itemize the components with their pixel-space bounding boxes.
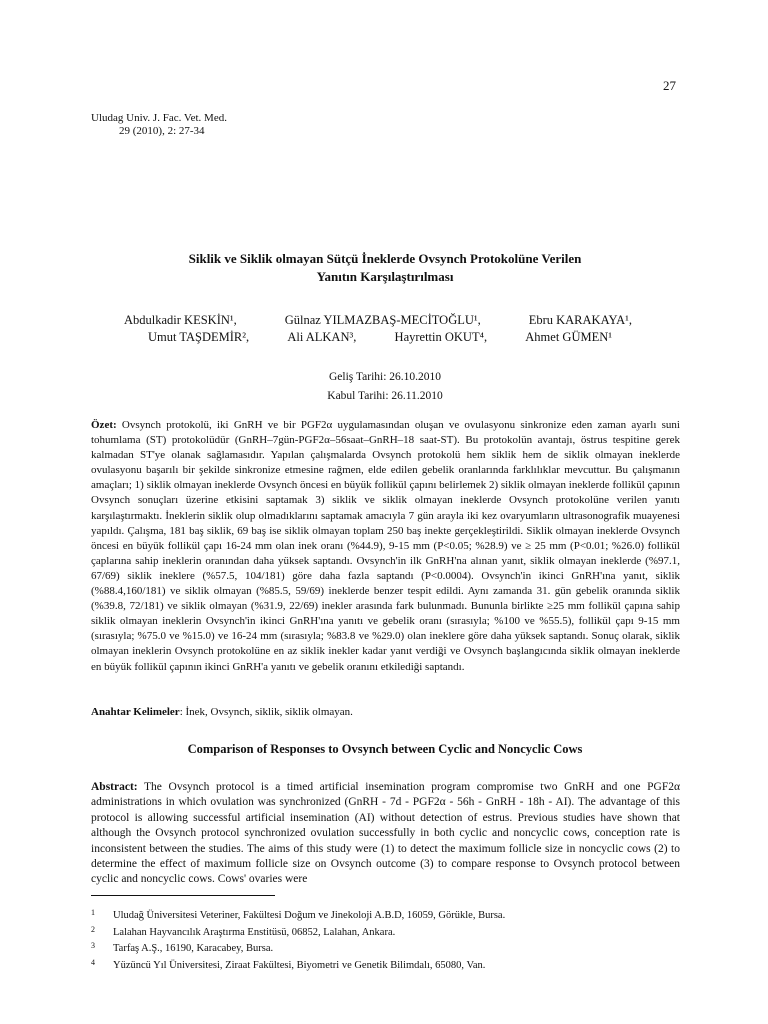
abstract-tr-label: Özet: xyxy=(91,419,117,431)
abstract-english xyxy=(91,780,680,888)
footnote-mark: 1 xyxy=(91,908,95,917)
paper-title-tr xyxy=(90,250,680,286)
abstract-tr-text: Ovsynch protokolü, iki GnRH ve bir PGF2α uygulamasından oluşan ve ovulasyonu sinkronize eden zaman ayarlı suni tohumlama (ST) protokolüdür (GnRH–7gün-PGF2α–56saat–GnRH–18 saat-ST). Bu protokolün avantajı, östrus tespitine gerek kalmadan ST'ye olanak sağlamasıdır. Yapılan çalışmalarda Ovsynch protokolü hem siklik hem de siklik olmayan ineklerde ovulasyonu başarılı bir şekilde sinkronize etmesine rağmen, elde edilen gebelik oranlarında farklılıklar mevcuttur. Bu çalışmanın amaçları; 1) siklik olmayan ineklerde Ovsynch öncesi en büyük follikül çapını belirlemek 2) siklik olmayan ineklerde follikül çapının Ovsynch sonuçları üzerine etkisini saptamak 3) siklik ve siklik olmayan ineklerde Ovsynch protokolüne verilen yanıtı karşılaştırmaktı. İneklerin siklik olup olmadıklarını saptamak amacıyla 7 gün arayla iki kez ovaryumların ultrasonografik muayenesi yapıldı. Çalışma, 181 baş siklik, 69 baş ise siklik olmayan toplam 250 baş inekte gerçekleştirildi. Siklik olmayan ineklerde Ovsynch öncesi en büyük follikül çapı 16-24 mm olan inek oranı (%44.9), 9-15 mm (P<0.05; %28.9) ve ≥ 25 mm (P<0.01; %26.0) follikül çaplarına sahip ineklerin oranından daha yüksek saptandı. Ovsynch'in ilk GnRH'na alınan yanıt, siklik olmayan ineklerde (%97.1, 67/69) siklik ineklere (%57.5, 104/181) göre daha fazla saptandı (P<0.0004). Ovsynch'in ikinci GnRH'ına yanıt, siklik (%88.4,160/181) ve siklik olmayan (%85.5, 59/69) ineklerde benzer tespit edildi. Aynı zamanda 31. gün gebelik oranında siklik (%39.8, 72/181) ve siklik olmayan (%31.9, 22/69) inekler arasında fark bulunmadı. Bununla birlikte ≥25 mm follikül çapına sahip siklik olmayan ineklerin Ovsynch'in ikinci GnRH'ına yanıtı ve gebelik oranı (sırasıyla; %100 ve %55.5), follikül çapı 9-15 mm (sırasıyla; %75.0 ve %15.0) ve 16-24 mm (sırasıyla; %83.8 ve %29.0) olan ineklere göre daha yüksek saptandı. Sonuç olarak, siklik olmayan ineklerin Ovsynch protokolüne en az siklik inekler kadar yanıt verdiği ve Ovsynch başlangıcında siklik olmayan ineklerde en büyük follikül çapının ikinci GnRH'a yanıtı ve gebelik oranını etkilediği saptandı. xyxy=(91,419,680,673)
author-list xyxy=(90,312,680,346)
footnote-text: Tarfaş A.Ş., 16190, Karacabey, Bursa. xyxy=(113,943,274,955)
paper-title-en: Comparison of Responses to Ovsynch between Cyclic and Noncyclic Cows xyxy=(187,742,583,756)
journal-citation xyxy=(91,112,227,138)
journal-volume: 29 (2010), 2: 27-34 xyxy=(119,125,205,137)
footnote-text: Uludağ Üniversitesi Veteriner, Fakültesi Doğum ve Jinekoloji A.B.D, 16059, Görükle, Bursa. xyxy=(113,910,506,921)
footnote-text: Lalahan Hayvancılık Araştırma Enstitüsü, 06852, Lalahan, Ankara. xyxy=(113,926,396,938)
abstract-en-text: The Ovsynch protocol is a timed artificial insemination program compromise two GnRH and one PGF2α administrations in which ovulation was synchronized (GnRH - 7d - PGF2α - 56h - GnRH - 18h - AI). The advantage of this protocol is allowing successful artificial insemination (AI) without detection of estrus. Previous studies have shown that although the Ovsynch protocol synchronized ovulation successfully in both cyclic and noncyclic cows, conception rate is inconsistent between the studies. The aims of this study were (1) to detect the maximum follicle size in noncyclic cows (2) to determine the effect of maximum follicle size on Ovsynch outcome (3) to compare response to Ovsynch protocol between cyclic and noncyclic cows. Cows' ovaries were xyxy=(91,781,681,886)
keywords-text: : İnek, Ovsynch, siklik, siklik olmayan. xyxy=(179,706,353,718)
submission-dates xyxy=(90,368,680,406)
accepted-date: Kabul Tarihi: 26.11.2010 xyxy=(327,390,443,402)
author-name: Hayrettin OKUT⁴, xyxy=(394,330,488,344)
author-name: Gülnaz YILMAZBAŞ-MECİTOĞLU¹, xyxy=(284,313,481,327)
keywords-label: Anahtar Kelimeler xyxy=(91,706,180,718)
footnote-mark: 3 xyxy=(91,941,95,951)
footnotes xyxy=(91,908,505,974)
author-name: Ebru KARAKAYA¹, xyxy=(528,313,632,327)
received-date: Geliş Tarihi: 26.10.2010 xyxy=(328,371,442,383)
footnote-item xyxy=(91,925,505,942)
footnote-mark: 2 xyxy=(91,924,95,934)
footnote-item xyxy=(91,958,505,975)
title-line-2: Yanıtın Karşılaştırılması xyxy=(316,269,454,284)
abstract-en-label: Abstract: xyxy=(91,781,138,793)
title-line-1: Siklik ve Siklik olmayan Sütçü İneklerde Ovsynch Protokolüne Verilen xyxy=(188,251,582,266)
author-name: Abdulkadir KESKİN¹, xyxy=(124,313,237,327)
footnote-divider xyxy=(91,895,275,896)
footnote-item xyxy=(91,908,505,925)
journal-name: Uludag Univ. J. Fac. Vet. Med. xyxy=(91,112,227,124)
author-name: Ali ALKAN³, xyxy=(287,330,357,344)
author-row-2 xyxy=(90,329,680,346)
footnote-mark: 4 xyxy=(91,957,95,967)
author-name: Ahmet GÜMEN¹ xyxy=(525,330,612,344)
keywords xyxy=(91,706,353,718)
author-name: Umut TAŞDEMİR², xyxy=(148,330,250,344)
footnote-item xyxy=(91,941,505,958)
footnote-text: Yüzüncü Yıl Üniversitesi, Ziraat Fakültesi, Biyometri ve Genetik Bilimdalı, 65080, Van. xyxy=(113,959,486,971)
abstract-turkish xyxy=(91,418,680,675)
author-row-1 xyxy=(90,312,680,329)
page-number: 27 xyxy=(663,78,676,93)
